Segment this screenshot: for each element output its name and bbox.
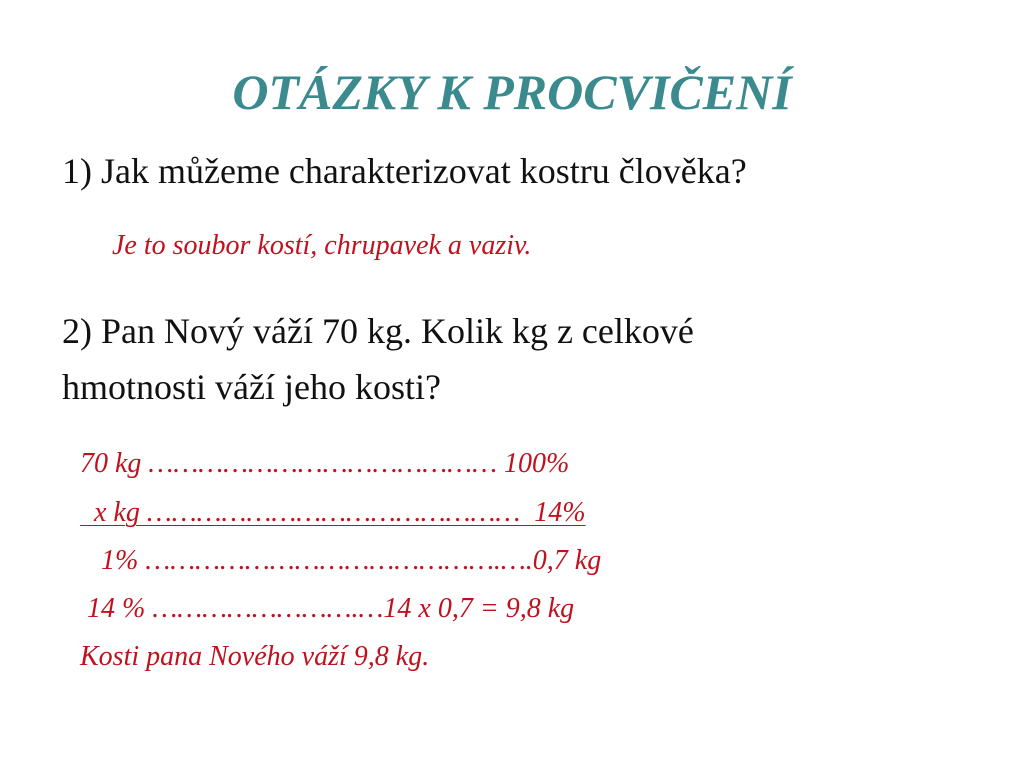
- question-2-line-2: hmotnosti váží jeho kosti?: [62, 367, 441, 407]
- question-2-line-1: 2) Pan Nový váží 70 kg. Kolik kg z celkové: [62, 311, 694, 351]
- slide-title: OTÁZKY K PROCVIČENÍ: [232, 64, 792, 120]
- calculation-line-2: x kg ……………………………………… 14%: [80, 497, 586, 528]
- calculation-line-4: 14 % …………………….…14 x 0,7 = 9,8 kg: [80, 593, 575, 624]
- answer-1: Je to soubor kostí, chrupavek a vaziv.: [112, 230, 532, 261]
- calculation-result: Kosti pana Nového váží 9,8 kg.: [80, 641, 430, 672]
- question-1: 1) Jak můžeme charakterizovat kostru člověka?: [62, 151, 747, 191]
- calculation-line-3: 1% …………………………………….….0,7 kg: [80, 545, 602, 576]
- question-2: [62, 303, 694, 415]
- calculation-line-1: 70 kg …………………………………… 100%: [80, 448, 570, 479]
